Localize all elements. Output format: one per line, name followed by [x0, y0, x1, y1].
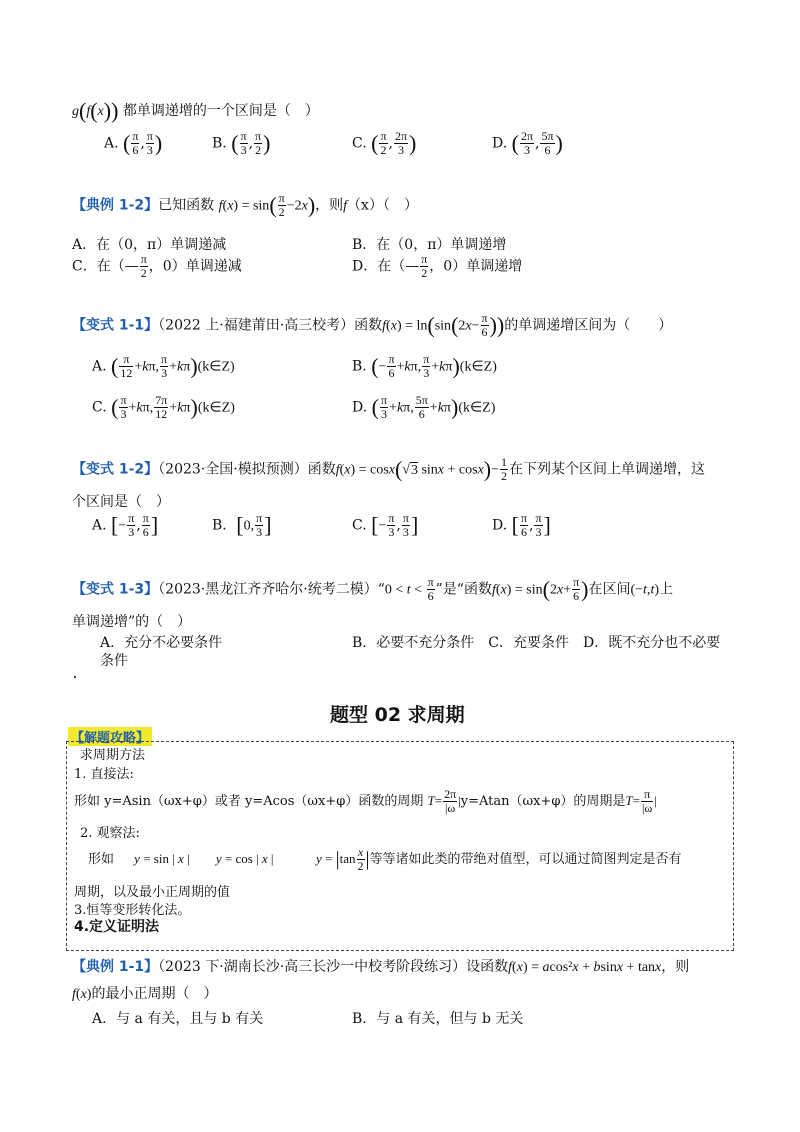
ex11-line2: f(x)的最小正周期（ ）	[72, 986, 218, 1002]
section-title: 题型 02 求周期	[330, 704, 465, 726]
ex11-option-b[interactable]: B．与 a 有关，但与 b 无关	[352, 1011, 524, 1027]
direct-formula-line: 形如 y=Asin（ωx+φ）或者 y=Acos（ωx+φ）函数的周期 T= $\frac{2\pi}{|\omega}$ |y=Atan（ωx+φ）的周期是T= $\frac{\pi}{|\omega}$ |	[74, 787, 657, 815]
ex12-option-a[interactable]: A．在（0，π）单调递减	[72, 237, 227, 253]
method-item-1: 1. 直接法:	[74, 767, 134, 782]
var11-stem: 【变式 1-1】（2022 上·福建莆田·高三校考）函数f(x) = ln(sin(2x− $\frac{\pi}{6}$ ))的单调递增区间为（ ）	[72, 311, 673, 339]
q0-stem-text: 都单调递增的一个区间是（ ）	[122, 103, 319, 119]
var13-option-a-cont: 条件	[100, 653, 128, 669]
ex12-option-d[interactable]: D．在（— $\frac{\pi}{2}$ ，0）单调递增	[352, 252, 523, 280]
q0-option-b[interactable]: B. ( $\frac{\pi}{3}$ , $\frac{\pi}{2}$ )	[212, 129, 271, 157]
var11-option-c[interactable]: C. ( $\frac{\pi}{3}$ +kπ, $\frac{7\pi}{12}$ +kπ)(k∈Z)	[92, 393, 235, 421]
observation-tan: y = |tan $\frac{x}{2}$ |等等诸如此类的带绝对值型，可以通过简图判定是否有	[316, 845, 682, 873]
ex12-tag: 【典例 1-2】	[72, 197, 159, 214]
observation-line: 形如 y = sin | x | y = cos | x |	[88, 851, 274, 867]
method-item-3: 3.恒等变形转化法。	[74, 903, 191, 918]
var11-option-d[interactable]: D. ( $\frac{\pi}{3}$ +kπ, $\frac{5\pi}{6}$ +kπ)(k∈Z)	[352, 393, 496, 421]
ex11-tag: 【典例 1-1】	[72, 959, 159, 975]
var13-options-bcd[interactable]: B．必要不充分条件 C．充要条件 D．既不充分也不必要	[352, 635, 721, 651]
method-title: 求周期方法	[80, 748, 146, 763]
var13-stem: 【变式 1-3】（2023·黑龙江齐齐哈尔·统考二模）“0 < t < $\frac{\pi}{6}$ ”是“函数f(x) = sin(2x+ $\frac{\pi}{6}$ )在区间(−t,t)上	[72, 575, 673, 603]
ex12-option-c[interactable]: C．在（— $\frac{\pi}{2}$ ，0）单调递减	[72, 252, 242, 280]
var11-tag: 【变式 1-1】	[72, 317, 159, 334]
var13-tag: 【变式 1-3】	[72, 581, 159, 598]
ex11-option-a[interactable]: A．与 a 有关，且与 b 有关	[92, 1011, 264, 1027]
var12-tag: 【变式 1-2】	[72, 461, 159, 478]
paragraph-dot	[74, 676, 76, 678]
observation-line2: 周期，以及最小正周期的值	[74, 885, 231, 900]
var11-option-a[interactable]: A. ( $\frac{\pi}{12}$ +kπ, $\frac{\pi}{3}$ +kπ)(k∈Z)	[92, 352, 235, 380]
q0-g: g	[72, 104, 79, 119]
q0-option-c[interactable]: C. ( $\frac{\pi}{2}$ , $\frac{2\pi}{3}$ )	[352, 129, 417, 157]
var13-line2: 单调递增”的（ ）	[72, 614, 192, 630]
ex11-stem: 【典例 1-1】（2023 下·湖南长沙·高三长沙一中校考阶段练习）设函数f(x) = acos²x + bsinx + tanx，则	[72, 959, 690, 975]
var12-stem: 【变式 1-2】（2023·全国·模拟预测）函数f(x) = cosx(√3 sinx + cosx)− $\frac{1}{2}$ 在下列某个区间上单调递增，这	[72, 455, 706, 483]
var12-option-a[interactable]: A. [− $\frac{\pi}{3}$ , $\frac{\pi}{6}$ ]	[92, 511, 159, 539]
var13-option-a[interactable]: A．充分不必要条件	[100, 635, 223, 651]
method-item-2: 2. 观察法:	[80, 826, 140, 841]
strategy-tag: 【解题攻略】	[68, 727, 152, 746]
var12-option-b[interactable]: B．[0, $\frac{\pi}{3}$ ]	[212, 511, 272, 539]
var12-line2: 个区间是（ ）	[72, 494, 170, 510]
var11-option-b[interactable]: B. (− $\frac{\pi}{6}$ +kπ, $\frac{\pi}{3}$ +kπ)(k∈Z)	[352, 352, 497, 380]
var12-option-d[interactable]: D. [ $\frac{\pi}{6}$ , $\frac{\pi}{3}$ ]	[492, 511, 551, 539]
q0-option-d[interactable]: D. ( $\frac{2\pi}{3}$ , $\frac{5\pi}{6}$ )	[492, 129, 563, 157]
method-item-4: 4.定义证明法	[74, 919, 160, 935]
var12-option-c[interactable]: C. [− $\frac{\pi}{3}$ , $\frac{\pi}{3}$ ]	[352, 511, 419, 539]
ex12-stem: 【典例 1-2】已知函数 f(x) = sin( $\frac{\pi}{2}$ −2x)，则f（x）（ ）	[72, 191, 418, 219]
q0-option-a[interactable]: A. ( $\frac{\pi}{6}$ , $\frac{\pi}{3}$ )	[104, 129, 163, 157]
ex12-option-b[interactable]: B．在（0，π）单调递增	[352, 237, 507, 253]
q0-stem: g(f(x)) 都单调递增的一个区间是（ ）	[72, 98, 319, 123]
